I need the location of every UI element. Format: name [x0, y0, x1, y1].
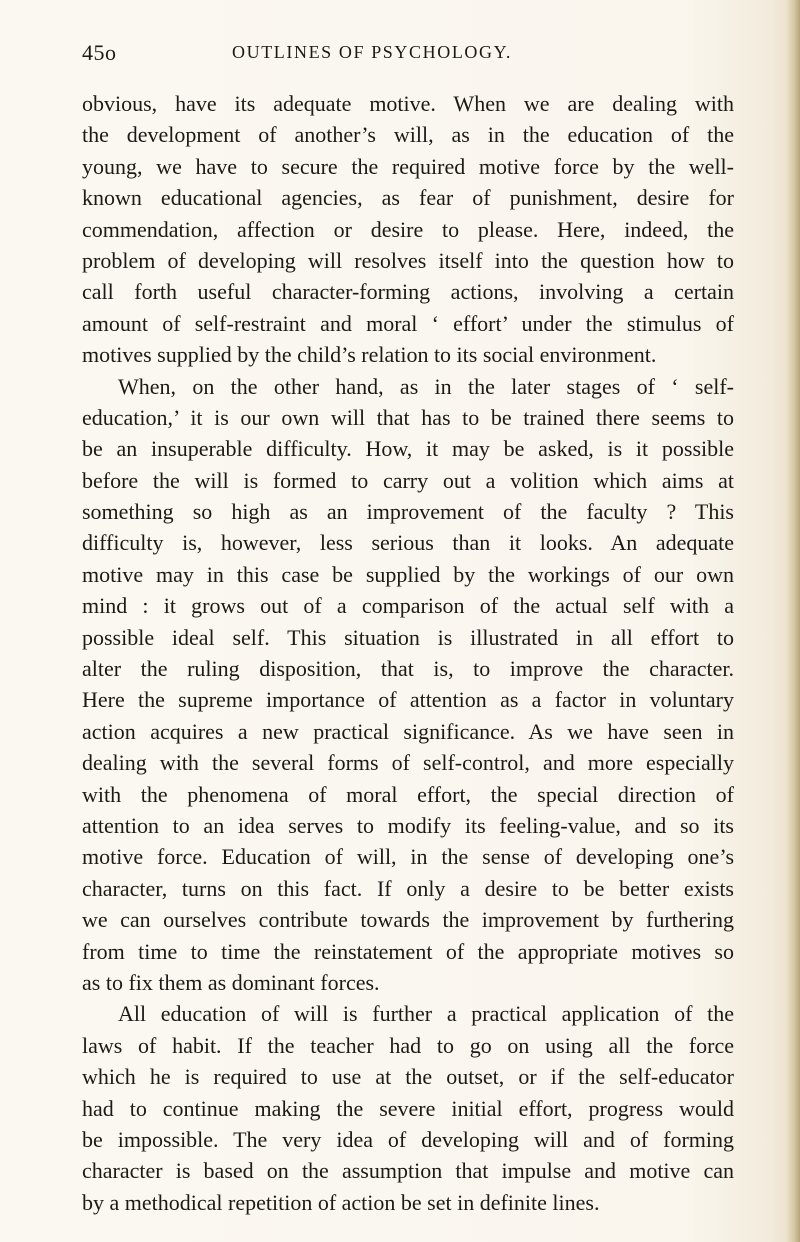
text-line: action acquires a new practical significance. As we have seen in: [82, 718, 734, 744]
text-line: problem of developing will resolves itself into the question how to: [82, 247, 734, 273]
text-line: dealing with the several forms of self-control, and more especially: [82, 750, 734, 776]
page-edge-shadow: [786, 0, 800, 1242]
text-line: attention to an idea serves to modify its feeling-value, and so its: [82, 812, 734, 838]
text-line: be impossible. The very idea of developing will and of forming: [82, 1126, 734, 1152]
text-line: amount of self-restraint and moral ‘ effort’ under the stimulus of: [82, 310, 734, 336]
text-line: call forth useful character-forming actions, involving a certain: [82, 279, 734, 305]
text-line: education,’ it is our own will that has to be trained there seems to: [82, 404, 734, 430]
text-line: character, turns on this fact. If only a desire to be better exists: [82, 875, 734, 901]
text-line: motive force. Education of will, in the sense of developing one’s: [82, 844, 734, 870]
text-line: laws of habit. If the teacher had to go on using all the force: [82, 1032, 734, 1058]
text-line: possible ideal self. This situation is illustrated in all effort to: [82, 624, 734, 650]
text-line: character is based on the assumption that impulse and motive can: [82, 1158, 734, 1184]
text-line: difficulty is, however, less serious than it looks. An adequate: [82, 530, 734, 556]
text-line: the development of another’s will, as in the education of the: [82, 122, 734, 148]
text-line: motive may in this case be supplied by the workings of our own: [82, 561, 734, 587]
text-line: young, we have to secure the required motive force by the well-: [82, 153, 734, 179]
text-line: with the phenomena of moral effort, the special direction of: [82, 781, 734, 807]
text-line: by a methodical repetition of action be set in definite lines.: [82, 1189, 600, 1215]
text-line: known educational agencies, as fear of punishment, desire for: [82, 185, 734, 211]
page-number: 45o: [82, 40, 117, 65]
text-line: alter the ruling disposition, that is, to improve the character.: [82, 656, 734, 682]
text-line: we can ourselves contribute towards the improvement by furthering: [82, 907, 734, 933]
text-line: When, on the other hand, as in the later stages of ‘ self-: [118, 373, 734, 399]
page-header: [82, 40, 722, 74]
text-line: had to continue making the severe initial effort, progress would: [82, 1095, 734, 1121]
running-title: OUTLINES OF PSYCHOLOGY.: [232, 42, 512, 62]
text-line: Here the supreme importance of attention as a factor in voluntary: [82, 687, 734, 713]
text-line: obvious, have its adequate motive. When we are dealing with: [82, 91, 734, 116]
text-line: which he is required to use at the outset, or if the self-educator: [82, 1064, 734, 1090]
text-line: commendation, affection or desire to please. Here, indeed, the: [82, 216, 734, 242]
text-line: All education of will is further a practical application of the: [118, 1001, 734, 1027]
text-line: motives supplied by the child’s relation to its social environment.: [82, 342, 657, 368]
text-line: from time to time the reinstatement of the appropriate motives so: [82, 938, 734, 964]
text-line: something so high as an improvement of the faculty ? This: [82, 499, 734, 525]
text-line: be an insuperable difficulty. How, it may be asked, is it possible: [82, 436, 734, 462]
body-text: [82, 88, 734, 1218]
text-line: before the will is formed to carry out a volition which aims at: [82, 467, 734, 493]
text-line: mind : it grows out of a comparison of the actual self with a: [82, 593, 734, 619]
text-line: as to fix them as dominant forces.: [82, 969, 380, 995]
